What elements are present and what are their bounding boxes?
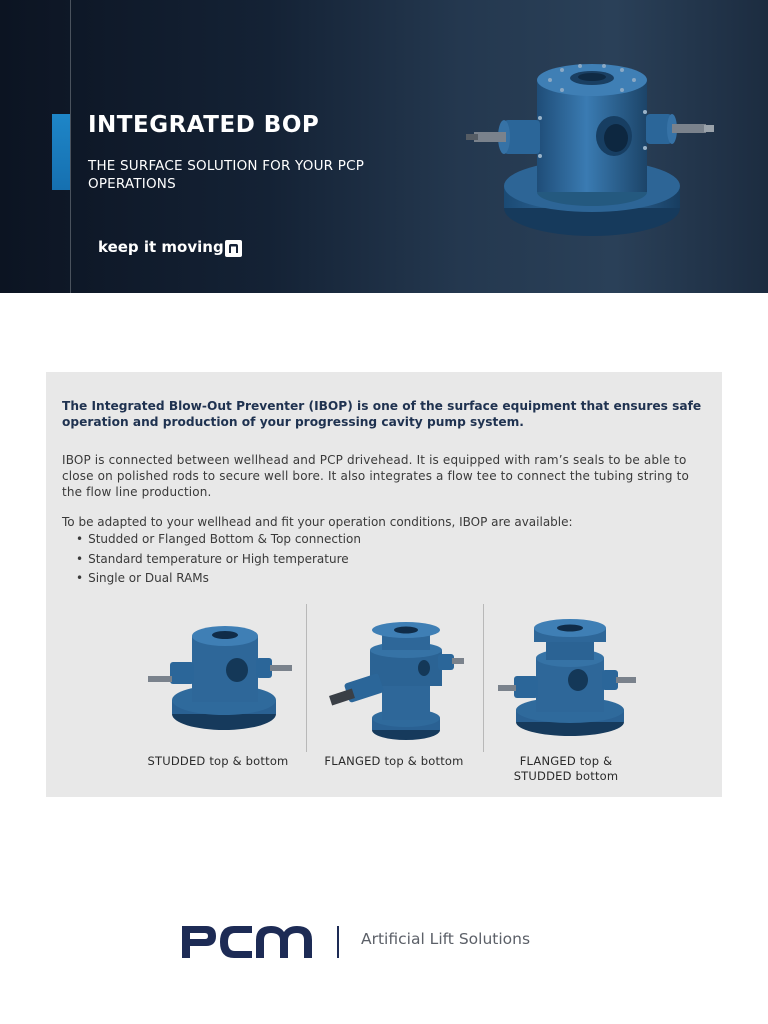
variant-divider: [306, 604, 307, 752]
variant-caption-line: STUDDED bottom: [513, 769, 619, 783]
ibop-flanged-image: [326, 622, 466, 744]
options-list: [76, 530, 361, 589]
list-item: • Standard temperature or High temperature: [76, 550, 361, 570]
logo-separator: [337, 926, 339, 958]
variant-caption: STUDDED top & bottom: [147, 754, 289, 768]
intro-text: The Integrated Blow-Out Preventer (IBOP) is one of the surface equipment that ensures safe operation and production of your progressing cavity pump system.: [62, 399, 702, 429]
variant-divider: [483, 604, 484, 752]
variant-caption-line: FLANGED top &: [519, 754, 613, 768]
ibop-product-image: [462, 58, 722, 243]
slogan-logo-icon: [225, 240, 242, 257]
hero-banner: [0, 0, 768, 293]
variant-caption: FLANGED top & bottom: [324, 754, 464, 768]
ibop-studded-image: [146, 622, 296, 734]
description-panel: [46, 372, 722, 797]
slogan: keep it moving: [98, 238, 224, 256]
variant-caption: [486, 754, 646, 784]
page-title: INTEGRATED BOP: [88, 112, 320, 138]
company-tagline: Artificial Lift Solutions: [361, 930, 531, 948]
ibop-flanged-studded-image: [496, 618, 638, 740]
page-subtitle: THE SURFACE SOLUTION FOR YOUR PCP OPERATIONS: [88, 158, 365, 192]
hero-accent-bar: [52, 114, 70, 190]
pcm-logo: [182, 924, 316, 960]
description-paragraph: IBOP is connected between wellhead and PCP drivehead. It is equipped with ram’s seals to be able to close on polished rods to secure well bore. It also integrates a flow tee to connect the tubing string to the flow line production.: [62, 453, 689, 499]
availability-text: To be adapted to your wellhead and fit your operation conditions, IBOP are available:: [62, 515, 573, 529]
list-item: • Single or Dual RAMs: [76, 569, 361, 589]
list-item: • Studded or Flanged Bottom & Top connection: [76, 530, 361, 550]
hero-divider-line: [70, 0, 71, 293]
